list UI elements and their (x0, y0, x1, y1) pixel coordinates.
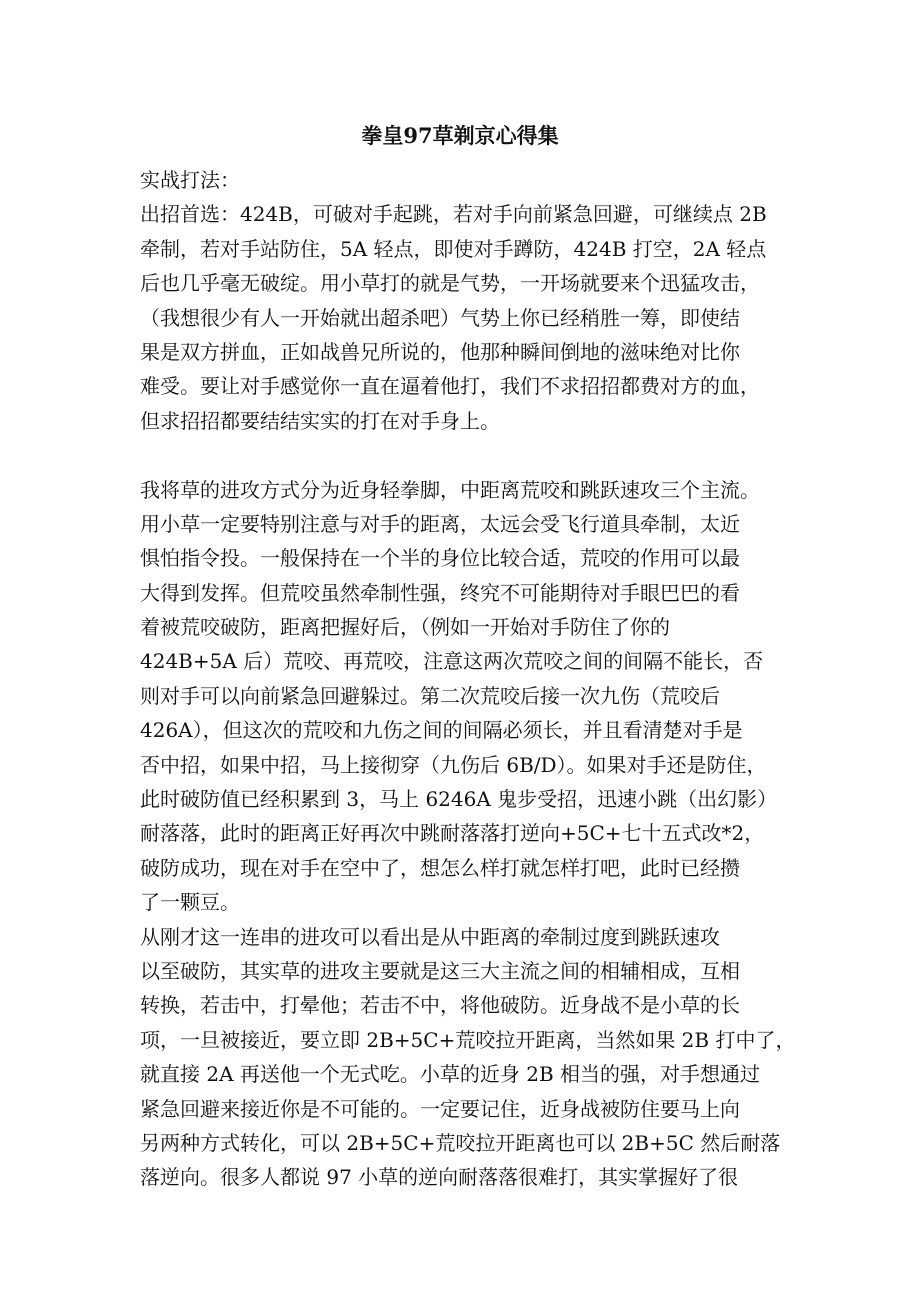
section-3-line-7: 另两种方式转化，可以 2B+5C+荒咬拉开距离也可以 2B+5C 然后耐落 (140, 1130, 781, 1155)
section-2-line-11: 耐落落，此时的距离正好再次中跳耐落落打逆向+5C+七十五式改*2， (140, 821, 765, 846)
section-1-line-5: （我想很少有人一开始就出超杀吧）气势上你已经稍胜一筹，即使结 (140, 305, 740, 330)
section-3-line-4: 项，一旦被接近，要立即 2B+5C+荒咬拉开距离，当然如果 2B 打中了， (140, 1027, 796, 1052)
paragraph-spacer (140, 438, 800, 472)
section-2-line-8: 426A），但这次的荒咬和九伤之间的间隔必须长，并且看清楚对手是 (140, 718, 743, 743)
document-title: 拳皇97草剃京心得集 (361, 123, 559, 148)
section-3-line-2: 以至破防，其实草的进攻主要就是这三大主流之间的相辅相成，互相 (140, 958, 740, 983)
section-2-line-12: 破防成功，现在对手在空中了，想怎么样打就怎样打吧，此时已经攒 (140, 855, 740, 880)
section-3-line-6: 紧急回避来接近你是不可能的。一定要记住，近身战被防住要马上向 (140, 1096, 740, 1121)
section-3-line-5: 就直接 2A 再送他一个无式吃。小草的近身 2B 相当的强，对手想通过 (140, 1062, 761, 1087)
section-2-line-13: 了一颗豆。 (140, 890, 240, 915)
section-3-line-8: 落逆向。很多人都说 97 小草的逆向耐落落很难打，其实掌握好了很 (140, 1165, 739, 1190)
section-1-line-2: 出招首选：424B，可破对手起跳，若对手向前紧急回避，可继续点 2B (140, 202, 767, 227)
section-1-line-1: 实战打法： (140, 168, 240, 192)
section-2-line-4: 大得到发挥。但荒咬虽然牵制性强，终究不可能期待对手眼巴巴的看 (140, 580, 740, 605)
section-2-line-10: 此时破防值已经积累到 3，马上 6246A 鬼步受招，迅速小跳（出幻影） (140, 787, 778, 812)
section-2-line-9: 否中招，如果中招，马上接彻穿（九伤后 6B/D）。如果对手还是防住， (140, 752, 767, 777)
section-2-line-5: 着被荒咬破防，距离把握好后，（例如一开始对手防住了你的 (140, 615, 670, 640)
section-3-line-3: 转换，若击中，打晕他；若击不中，将他破防。近身战不是小草的长 (140, 993, 740, 1018)
section-2-line-3: 惧怕指令投。一般保持在一个半的身位比较合适，荒咬的作用可以最 (140, 546, 740, 571)
section-1-line-8: 但求招招都要结结实实的打在对手身上。 (140, 408, 500, 433)
section-1-line-7: 难受。要让对手感觉你一直在逼着他打，我们不求招招都费对方的血， (140, 374, 760, 399)
section-1-line-6: 果是双方拼血，正如战兽兄所说的，他那种瞬间倒地的滋味绝对比你 (140, 339, 740, 364)
section-3-line-1: 从刚才这一连串的进攻可以看出是从中距离的牵制过度到跳跃速攻 (140, 924, 720, 949)
section-1-line-4: 后也几乎毫无破绽。用小草打的就是气势，一开场就要来个迅猛攻击， (140, 271, 760, 296)
section-2-line-7: 则对手可以向前紧急回避躲过。第二次荒咬后接一次九伤（荒咬后 (140, 683, 720, 708)
section-2-line-1: 我将草的进攻方式分为近身轻拳脚，中距离荒咬和跳跃速攻三个主流。 (140, 477, 760, 502)
section-1-line-3: 牵制，若对手站防住，5A 轻点，即使对手蹲防，424B 打空，2A 轻点 (140, 236, 767, 261)
section-2-line-6: 424B+5A 后）荒咬、再荒咬，注意这两次荒咬之间的间隔不能长，否 (140, 649, 764, 674)
section-2-line-2: 用小草一定要特别注意与对手的距离，太远会受飞行道具牵制，太近 (140, 511, 740, 536)
document-body (140, 163, 800, 1195)
